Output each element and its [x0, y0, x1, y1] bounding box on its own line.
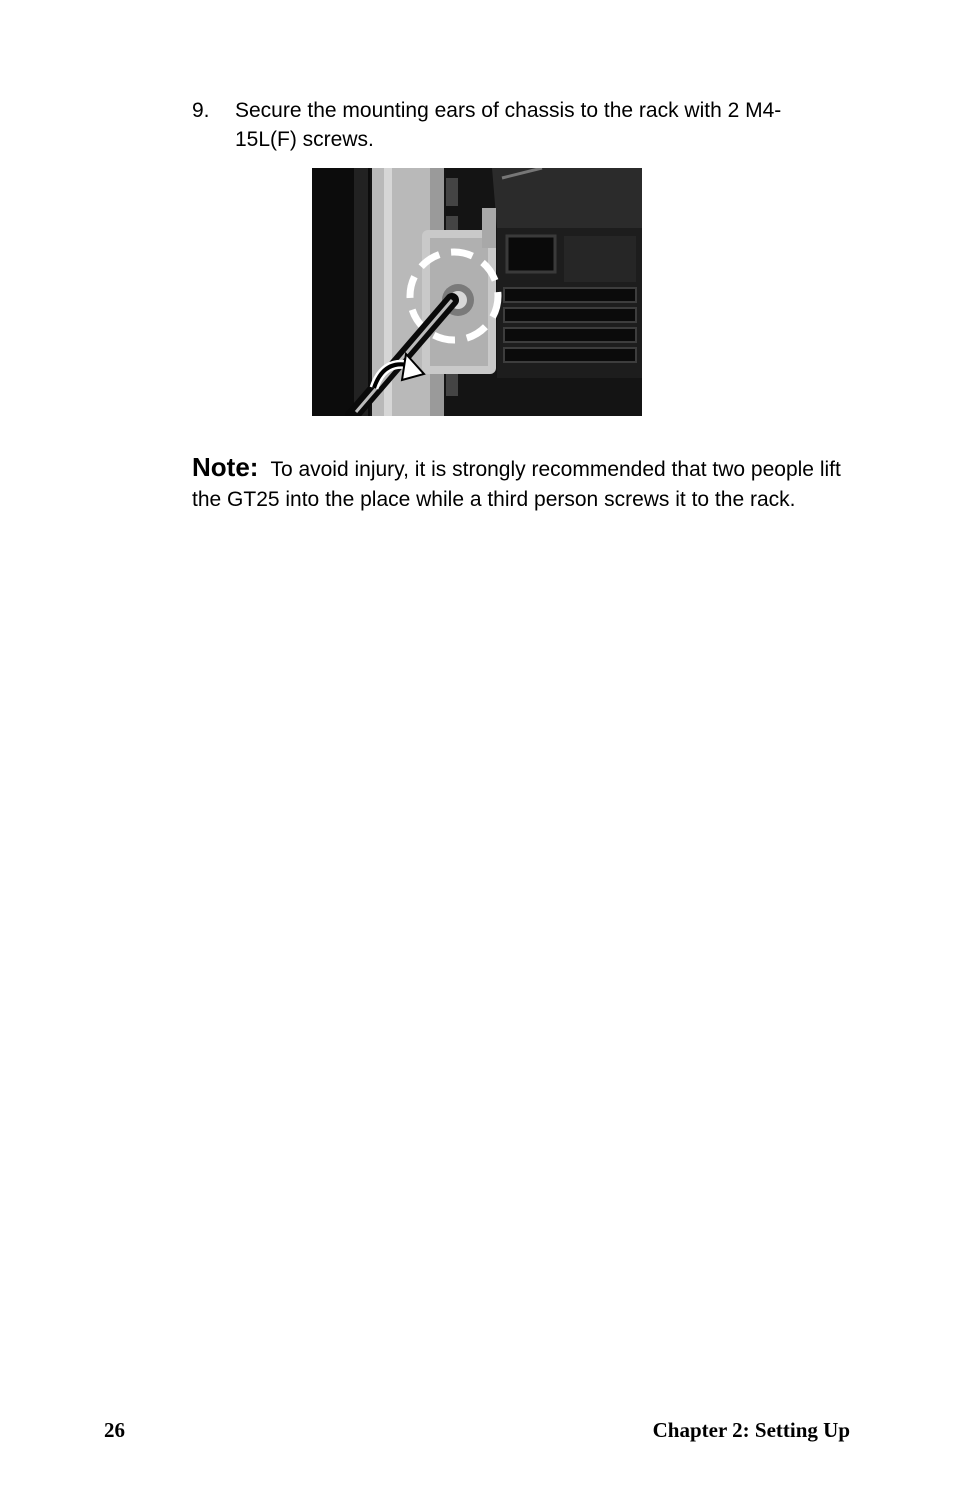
step-text: Secure the mounting ears of chassis to the rack with 2 M4-15L(F) screws. [235, 99, 782, 151]
note-block [192, 452, 862, 515]
chapter-title: Chapter 2: Setting Up [652, 1418, 850, 1442]
step-number: 9. [192, 99, 210, 122]
page-number: 26 [104, 1418, 125, 1442]
rack-mounting-photo [312, 168, 642, 416]
note-text: To avoid injury, it is strongly recommended that two people lift the GT25 into the place while a third person screws it to the rack. [192, 458, 841, 511]
note-label: Note: [192, 452, 259, 482]
